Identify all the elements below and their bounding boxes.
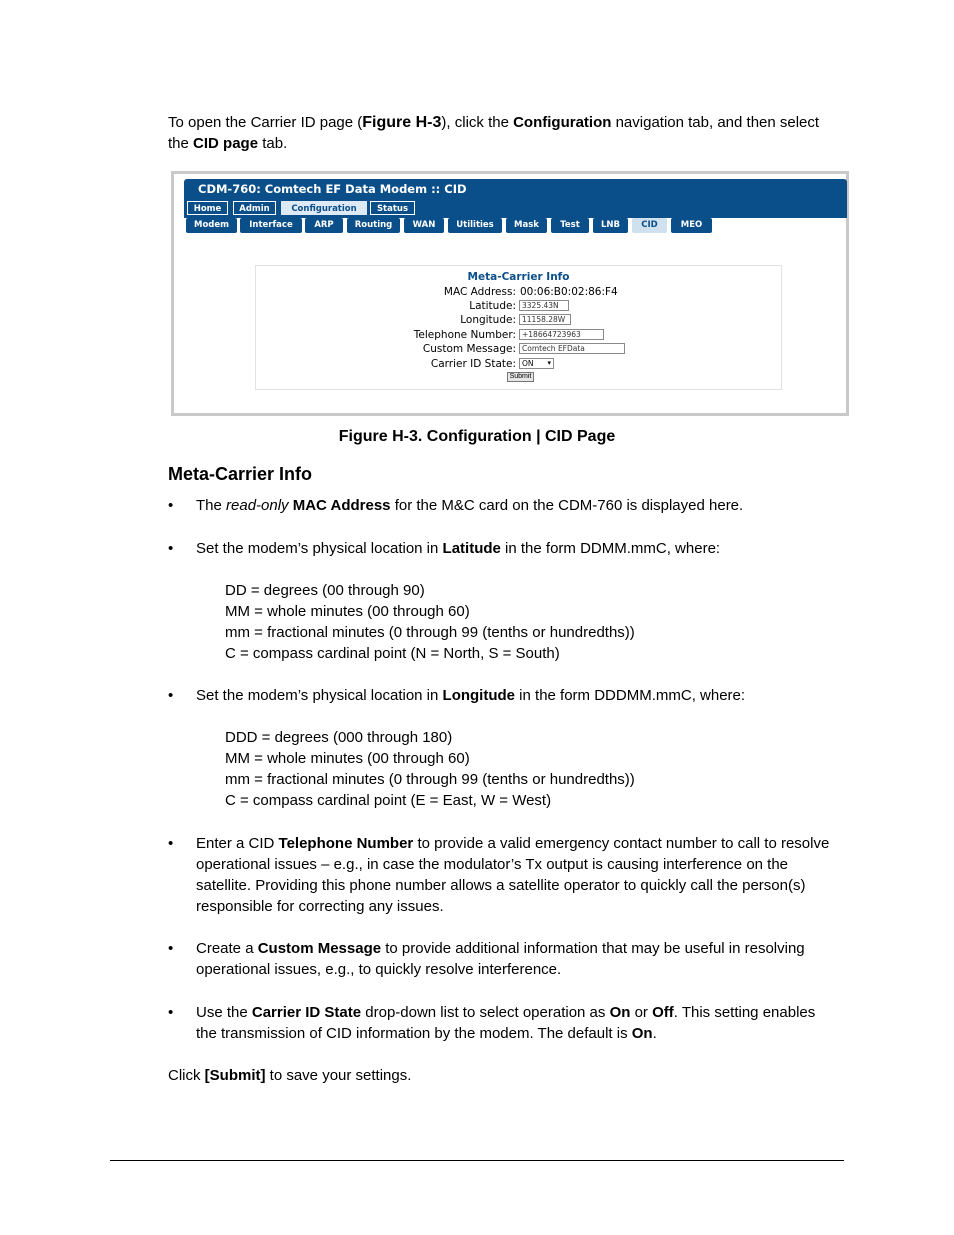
latitude-row: [256, 300, 781, 314]
figure-caption: Figure H-3. Configuration | CID Page: [338, 428, 616, 445]
latitude-definitions: DD = degrees (00 through 90) MM = whole minutes (00 through 60) mm = fractional minutes (0 through 99 (tenths or hundredths)) C = compass cardinal point (N = North, S = South): [225, 582, 635, 662]
tab-status[interactable]: Status: [370, 201, 415, 215]
intro-paragraph: To open the Carrier ID page (Figure H-3), click the Configuration navigation tab, and then select the CID page tab.: [168, 114, 820, 152]
meta-carrier-panel: [255, 265, 782, 390]
closing-instruction: Click [Submit] to save your settings.: [168, 1067, 412, 1084]
longitude-definitions: DDD = degrees (000 through 180) MM = whole minutes (00 through 60) mm = fractional minutes (0 through 99 (tenths or hundredths)) C = compass cardinal point (E = East, W = West): [225, 729, 635, 809]
subtab-wan[interactable]: WAN: [404, 218, 444, 233]
subtab-test[interactable]: Test: [551, 218, 589, 233]
longitude-label: Longitude:: [460, 314, 516, 326]
section-heading: Meta-Carrier Info: [168, 464, 313, 484]
bullet-dot: •: [168, 940, 174, 957]
telephone-row: [256, 329, 781, 343]
subtab-lnb[interactable]: LNB: [593, 218, 628, 233]
telephone-label: Telephone Number:: [413, 329, 516, 341]
longitude-row: [256, 314, 781, 328]
footer-rule: [110, 1160, 844, 1161]
subtab-meo[interactable]: MEO: [671, 218, 712, 233]
bullet-dot: •: [168, 835, 174, 852]
panel-title: Meta-Carrier Info: [467, 271, 570, 283]
figure-reference: Figure H-3: [362, 114, 442, 131]
longitude-input[interactable]: 11158.28W: [519, 314, 571, 325]
bullet-dot: •: [168, 1004, 174, 1021]
subtab-cid[interactable]: CID: [632, 218, 667, 233]
carrier-id-state-label: Carrier ID State:: [430, 358, 516, 370]
carrier-id-state-select[interactable]: ON ▾: [519, 358, 554, 369]
app-title-bar: CDM-760: Comtech EF Data Modem :: CID: [184, 179, 847, 199]
latitude-input[interactable]: 3325.43N: [519, 300, 569, 311]
carrier-id-state-row: [256, 358, 781, 372]
mac-label: MAC Address:: [443, 286, 516, 298]
subtab-modem[interactable]: Modem: [186, 218, 237, 233]
subtab-routing[interactable]: Routing: [347, 218, 400, 233]
bullet-dot: •: [168, 540, 174, 557]
tab-home[interactable]: Home: [187, 201, 228, 215]
bullet-dot: •: [168, 497, 174, 514]
mac-row: [256, 286, 781, 300]
custom-message-row: [256, 343, 781, 357]
chevron-down-icon: ▾: [547, 359, 551, 367]
submit-button[interactable]: Submit: [507, 372, 534, 382]
telephone-input[interactable]: +18664723963: [519, 329, 604, 340]
primary-nav: [184, 199, 847, 218]
subtab-arp[interactable]: ARP: [305, 218, 343, 233]
tab-configuration[interactable]: Configuration: [281, 201, 367, 215]
bullet-dot: •: [168, 687, 174, 704]
latitude-label: Latitude:: [469, 300, 516, 312]
subtab-utilities[interactable]: Utilities: [448, 218, 502, 233]
subtab-interface[interactable]: Interface: [240, 218, 302, 233]
cid-page-screenshot: [171, 171, 849, 416]
tab-admin[interactable]: Admin: [233, 201, 276, 215]
subtab-mask[interactable]: Mask: [506, 218, 547, 233]
custom-message-input[interactable]: Comtech EFData: [519, 343, 625, 354]
custom-message-label: Custom Message:: [422, 343, 516, 355]
mac-value: 00:06:B0:02:86:F4: [520, 286, 618, 298]
